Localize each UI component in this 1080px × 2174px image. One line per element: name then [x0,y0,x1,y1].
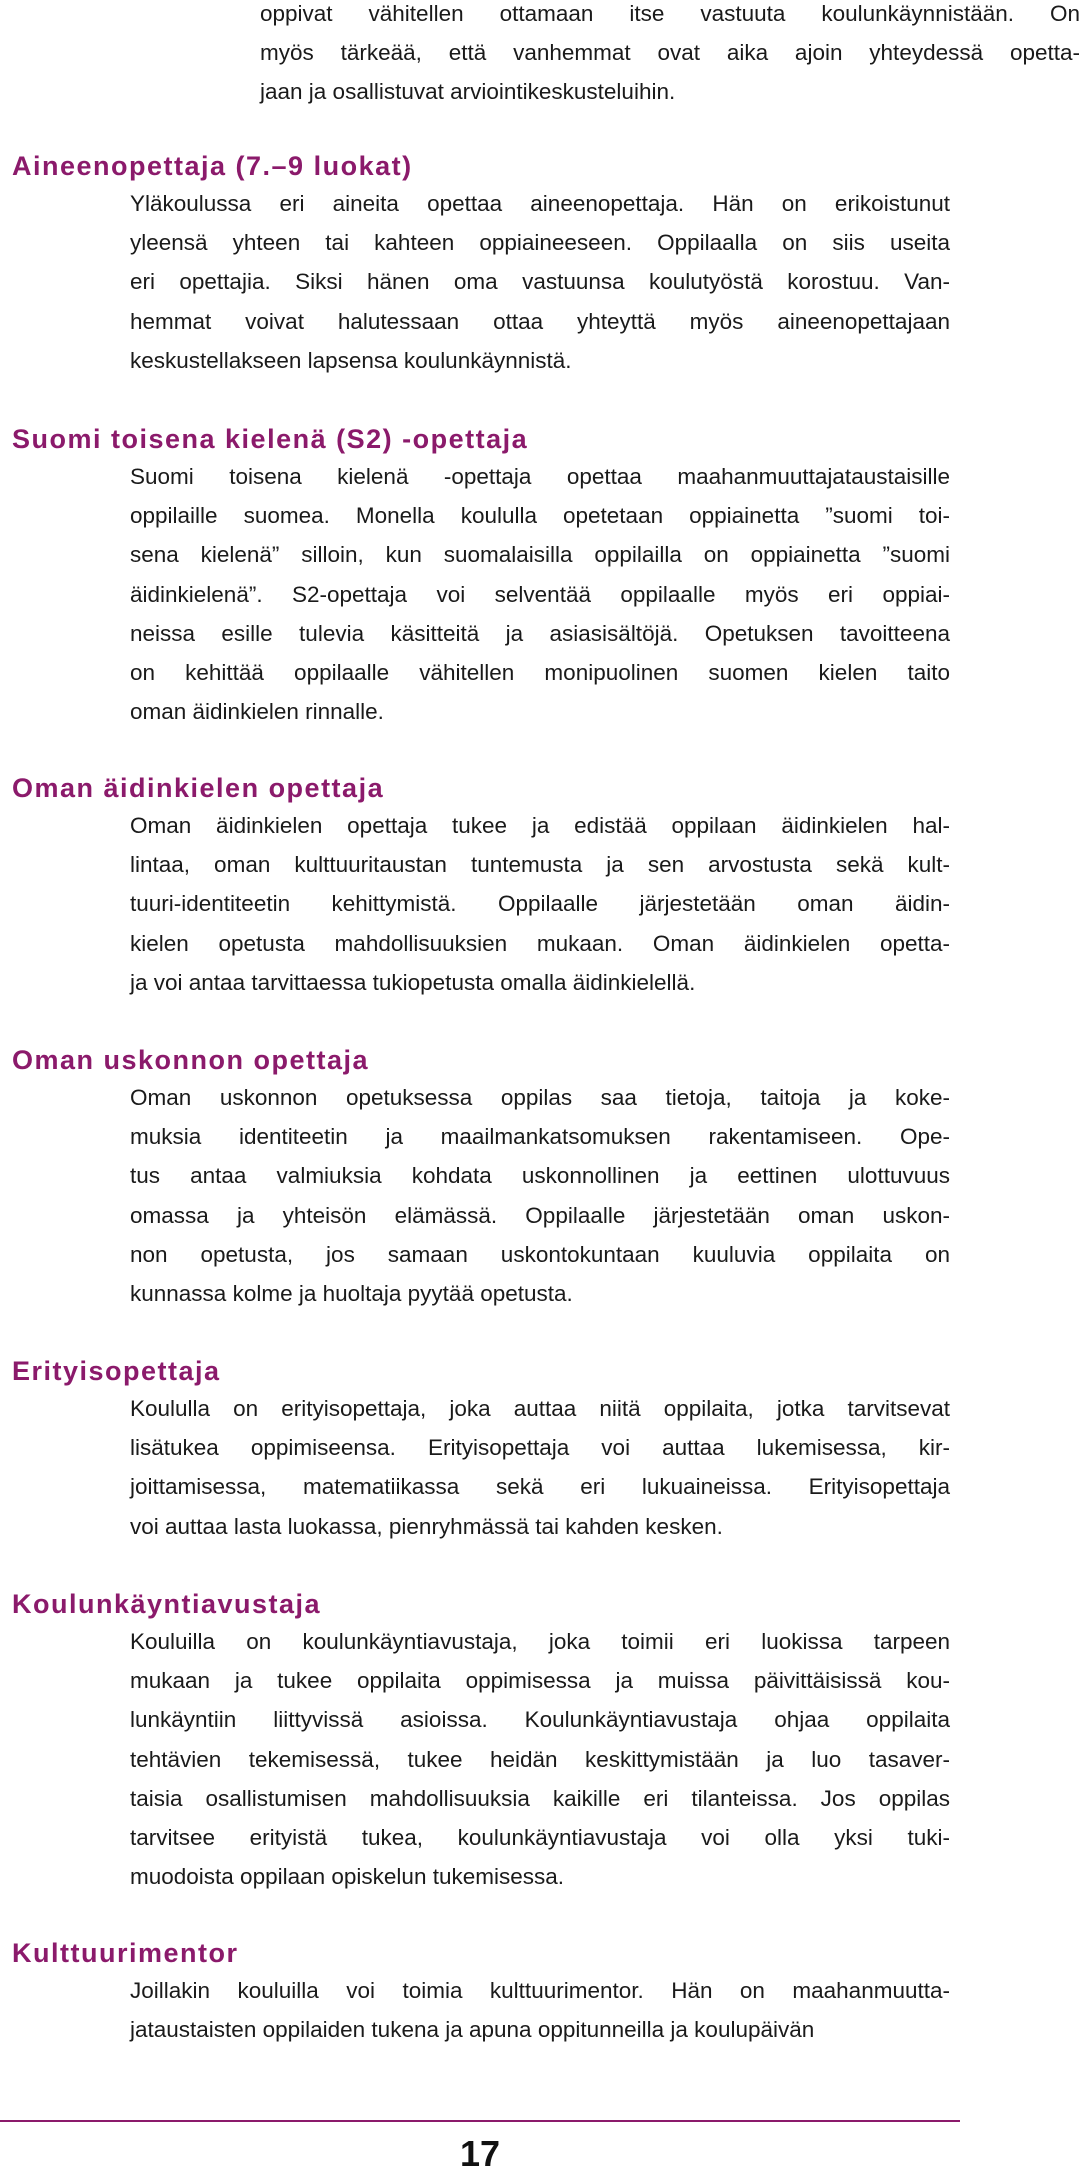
section-heading: Koulunkäyntiavustaja [12,1589,322,1619]
section-body [130,1622,950,1896]
text-line: mukaan ja tukee oppilaita oppimisessa ja muissa päivittäisissä kou- [130,1668,950,1694]
text-line: eri opettajia. Siksi hänen oma vastuunsa koulutyöstä korostuu. Van- [130,269,950,295]
section-oman-aidinkielen-opettaja [0,770,960,1002]
text-line: lisätukea oppimiseensa. Erityisopettaja voi auttaa lukemisessa, kir- [130,1435,950,1461]
text-line: jataustaisten oppilaiden tukena ja apuna oppitunneilla ja koulupäivän [130,2017,815,2043]
text-line: jaan ja osallistuvat arviointikeskusteluihin. [260,79,676,105]
text-line: kielen opetusta mahdollisuuksien mukaan. Oman äidinkielen opetta- [130,930,950,956]
text-line: Oman uskonnon opetuksessa oppilas saa tietoja, taitoja ja koke- [130,1085,950,1110]
text-line: tus antaa valmiuksia kohdata uskonnollinen ja eettinen ulottuvuus [130,1163,950,1189]
text-line: Yläkoulussa eri aineita opettaa aineenopettaja. Hän on erikoistunut [130,191,950,216]
text-line: lunkäyntiin liittyvissä asioissa. Koulunkäyntiavustaja ohjaa oppilaita [130,1707,950,1733]
section-heading: Erityisopettaja [12,1356,221,1386]
section-heading: Oman äidinkielen opettaja [12,773,385,803]
text-line: ja voi antaa tarvittaessa tukiopetusta omalla äidinkielellä. [130,969,696,995]
text-line: keskustellakseen lapsensa koulunkäynnistä. [130,347,572,373]
text-line: oppivat vähitellen ottamaan itse vastuuta koulunkäynnistään. On [260,1,1080,26]
section-body [130,457,950,731]
text-line: neissa esille tulevia käsitteitä ja asiasisältöjä. Opetuksen tavoitteena [130,620,950,646]
section-body [130,1971,950,2049]
section-body [130,806,950,1002]
text-line: Oman äidinkielen opettaja tukee ja edistää oppilaan äidinkielen hal- [130,813,950,838]
footer-rule [0,2120,960,2122]
text-line: non opetusta, jos samaan uskontokuntaan kuuluvia oppilaita on [130,1241,950,1267]
page-number: 17 [459,2133,501,2174]
section-kulttuurimentor [0,1935,960,2049]
text-line: myös tärkeää, että vanhemmat ovat aika ajoin yhteydessä opetta- [260,40,1080,66]
text-line: Kouluilla on koulunkäyntiavustaja, joka toimii eri luokissa tarpeen [130,1629,950,1654]
intro-paragraph [260,0,1080,112]
section-heading: Aineenopettaja (7.–9 luokat) [12,151,413,181]
section-heading: Kulttuurimentor [12,1938,239,1968]
section-koulunkayntiavustaja [0,1586,960,1896]
text-line: äidinkielenä”. S2-opettaja voi selventää oppilaalle myös eri oppiai- [130,581,950,607]
text-line: muodoista oppilaan opiskelun tukemisessa. [130,1864,565,1890]
text-line: oman äidinkielen rinnalle. [130,699,384,725]
section-aineenopettaja [0,148,960,380]
text-line: oppilaille suomea. Monella koululla opetetaan oppiainetta ”suomi toi- [130,503,950,529]
text-line: taisia osallistumisen mahdollisuuksia kaikille eri tilanteissa. Jos oppilas [130,1785,950,1811]
text-line: tehtävien tekemisessä, tukee heidän keskittymistään ja luo tasaver- [130,1746,950,1772]
section-body [130,1389,950,1546]
text-line: lintaa, oman kulttuuritaustan tuntemusta ja sen arvostusta sekä kult- [130,852,950,878]
text-line: sena kielenä” silloin, kun suomalaisilla oppilailla on oppiainetta ”suomi [130,542,950,568]
text-line: Suomi toisena kielenä -opettaja opettaa maahanmuuttajataustaisille [130,464,950,489]
section-erityisopettaja [0,1353,960,1546]
text-line: Joillakin kouluilla voi toimia kulttuurimentor. Hän on maahanmuutta- [130,1978,950,2003]
text-line: muksia identiteetin ja maailmankatsomuksen rakentamiseen. Ope- [130,1124,950,1150]
text-line: joittamisessa, matematiikassa sekä eri lukuaineissa. Erityisopettaja [130,1474,950,1500]
text-line: omassa ja yhteisön elämässä. Oppilaalle järjestetään oman uskon- [130,1202,950,1228]
section-oman-uskonnon-opettaja [0,1042,960,1313]
section-heading: Oman uskonnon opettaja [12,1045,370,1075]
text-line: yleensä yhteen tai kahteen oppiaineeseen. Oppilaalla on siis useita [130,230,950,256]
text-line: hemmat voivat halutessaan ottaa yhteyttä myös aineenopettajaan [130,308,950,334]
text-line: on kehittää oppilaalle vähitellen monipuolinen suomen kielen taito [130,660,950,686]
section-body [130,1078,950,1313]
text-line: voi auttaa lasta luokassa, pienryhmässä tai kahden kesken. [130,1513,723,1539]
text-line: kunnassa kolme ja huoltaja pyytää opetusta. [130,1281,573,1307]
text-line: Koululla on erityisopettaja, joka auttaa niitä oppilaita, jotka tarvitsevat [130,1396,950,1421]
text-line: tarvitsee erityistä tukea, koulunkäyntiavustaja voi olla yksi tuki- [130,1825,950,1851]
section-heading: Suomi toisena kielenä (S2) -opettaja [12,424,529,454]
text-line: tuuri-identiteetin kehittymistä. Oppilaalle järjestetään oman äidin- [130,891,950,917]
section-body [130,184,950,380]
section-s2-opettaja [0,421,960,731]
